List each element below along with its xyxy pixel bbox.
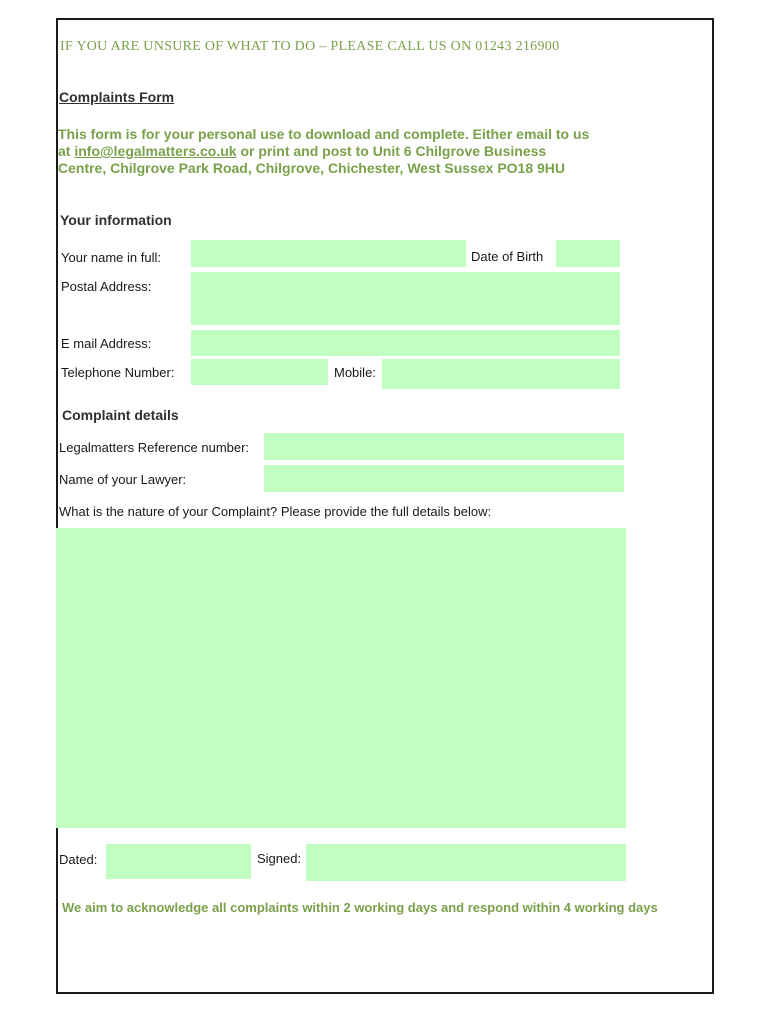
intro-text-after: or print and post to Unit 6 Chilgrove Business Centre, Chilgrove Park Road, Chilgrove, Chichester, West Sussex PO18 9HU	[58, 143, 566, 176]
mobile-input[interactable]	[382, 359, 620, 389]
telephone-input[interactable]	[191, 359, 328, 385]
signed-label: Signed:	[257, 851, 302, 866]
lawyer-name-label: Name of your Lawyer:	[59, 472, 187, 487]
intro-text-before: This form is for your personal use to download and complete. Either email to us at	[58, 126, 590, 159]
acknowledgement-note: We aim to acknowledge all complaints within 2 working days and respond within 4 working days	[62, 900, 658, 915]
help-banner: IF YOU ARE UNSURE OF WHAT TO DO – PLEASE CALL US ON 01243 216900	[60, 39, 560, 54]
dated-input[interactable]	[106, 844, 251, 879]
mobile-label: Mobile:	[334, 365, 376, 380]
reference-number-input[interactable]	[264, 433, 624, 460]
dated-label: Dated:	[59, 852, 98, 867]
complaint-nature-label: What is the nature of your Complaint? Please provide the full details below:	[59, 504, 492, 519]
form-title: Complaints Form	[59, 89, 175, 105]
email-address-label: E mail Address:	[61, 336, 152, 351]
your-information-heading: Your information	[60, 212, 172, 228]
email-address-input[interactable]	[191, 330, 620, 356]
signed-input[interactable]	[306, 844, 626, 881]
dob-label: Date of Birth	[471, 249, 544, 264]
email-link[interactable]: info@legalmatters.co.uk	[74, 143, 237, 159]
name-input[interactable]	[191, 240, 466, 267]
postal-address-label: Postal Address:	[61, 279, 152, 294]
reference-number-label: Legalmatters Reference number:	[59, 440, 250, 455]
lawyer-name-input[interactable]	[264, 465, 624, 492]
name-label: Your name in full:	[61, 250, 161, 265]
complaint-details-textarea[interactable]	[56, 528, 626, 828]
intro-paragraph	[58, 126, 598, 177]
postal-address-input[interactable]	[191, 272, 620, 325]
complaint-details-heading: Complaint details	[62, 407, 179, 423]
telephone-label: Telephone Number:	[61, 365, 175, 380]
dob-input[interactable]	[556, 240, 620, 267]
